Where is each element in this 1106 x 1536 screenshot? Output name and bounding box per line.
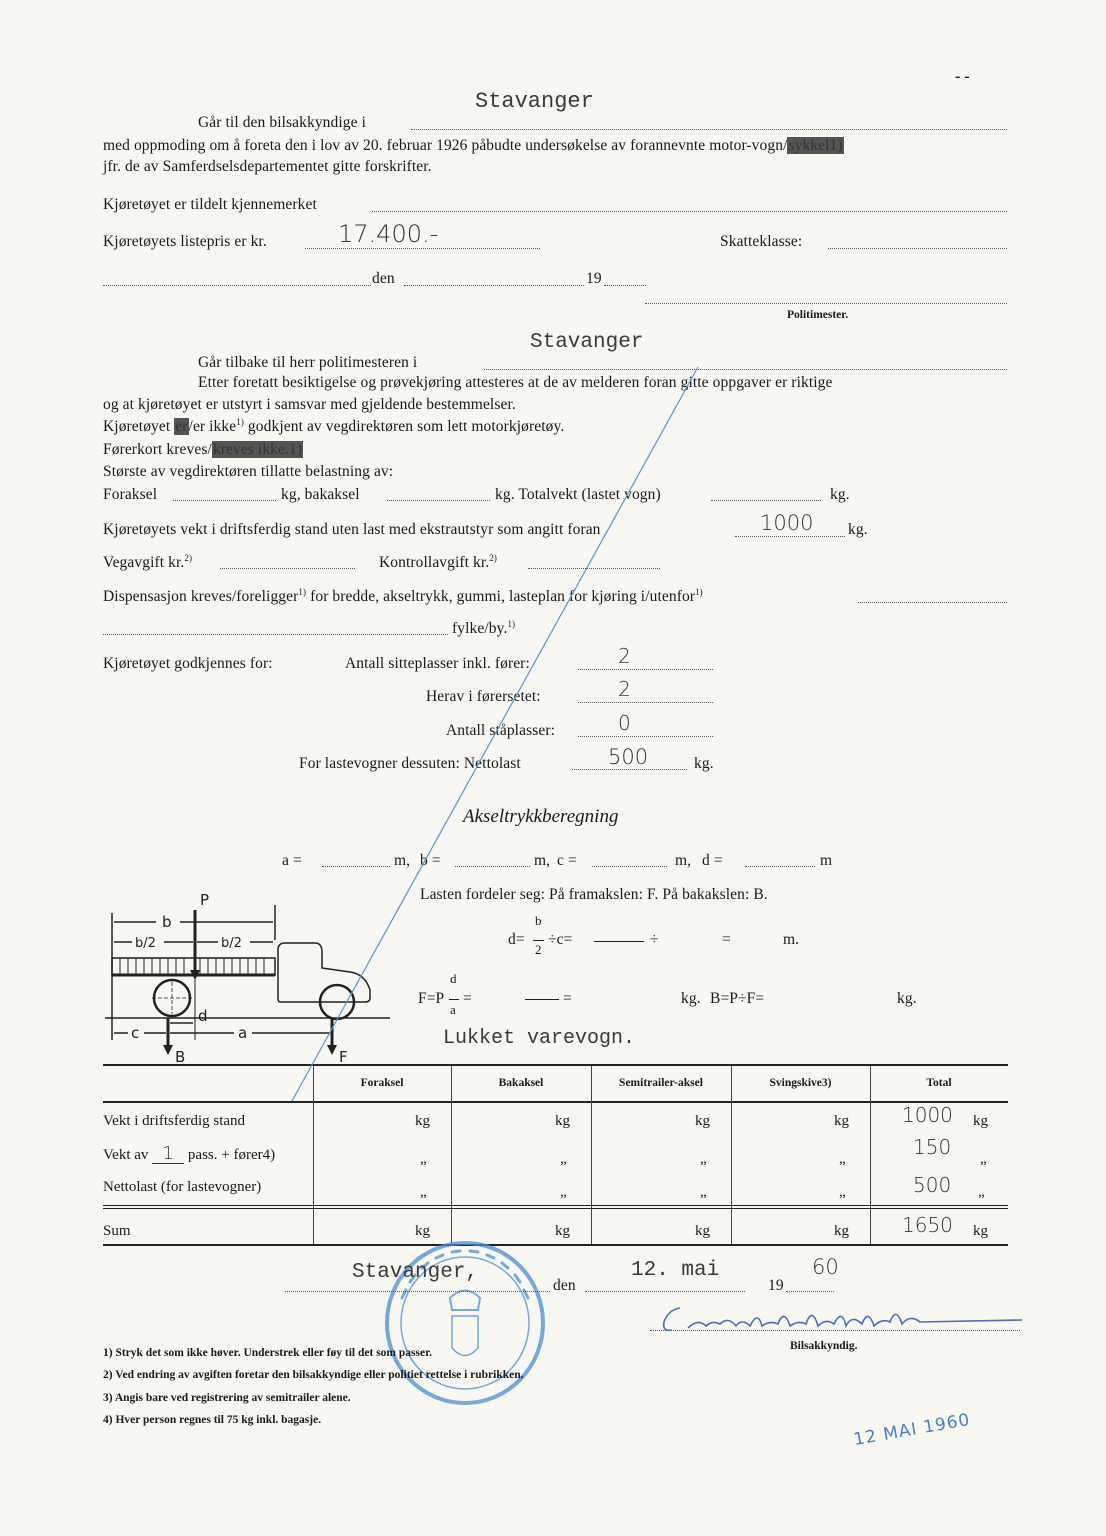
driver-seat-value[interactable]: 2 xyxy=(618,677,631,701)
formula-d-eq: = xyxy=(722,931,731,948)
formula-d-denominator: 2 xyxy=(535,942,542,957)
request-line: med oppmoding om å foreta den i lov av 20. februar 1926 påbudte undersøkelse av forannevnte motor-vogn/sykkel1) xyxy=(103,137,843,154)
list-price-value[interactable]: 17.400.- xyxy=(338,220,439,248)
max-load-label: Største av vegdirektøren tillatte belastning av: xyxy=(103,463,394,480)
diagram-label-p: P xyxy=(200,891,210,909)
closing-den-label: den xyxy=(553,1277,576,1294)
cell-unit: „ xyxy=(700,1184,707,1200)
city-field-line xyxy=(411,129,1007,130)
passenger-count-value[interactable]: 1 xyxy=(152,1145,184,1164)
attest-line-1: Etter foretatt besiktigelse og prøvekjøring attesteres at de av melderen foran gitte oppgaver er riktige xyxy=(198,374,833,391)
list-price-label: Kjøretøyets listepris er kr. xyxy=(103,233,267,250)
closing-place-value[interactable]: Stavanger, xyxy=(352,1261,479,1284)
city-field-value[interactable]: Stavanger xyxy=(475,89,594,114)
approval-line: Kjøretøyet er/er ikke$^{1)}$ godkjent av vegdirektøren som lett motorkjøretøy. xyxy=(103,416,565,435)
closing-year-prefix: 19 xyxy=(768,1277,784,1294)
diagram-label-b-half-1: b/2 xyxy=(135,936,156,951)
own-weight-label: Kjøretøyets vekt i driftsferdig stand uten last med ekstrautstyr som angitt foran xyxy=(103,521,601,538)
row-total-value[interactable]: 1000 xyxy=(902,1103,953,1127)
formula-d-rest: ÷c= xyxy=(548,931,573,948)
date-field[interactable] xyxy=(404,285,584,286)
dim-d-label: d = xyxy=(702,852,723,869)
dim-c-unit: m, xyxy=(675,852,692,869)
row-total-value[interactable]: 500 xyxy=(913,1173,952,1197)
dispensation-label: Dispensasjon kreves/foreligger$^{1)}$ for bredde, akseltrykk, gummi, lasteplan for kjøring i/utenfor$^{1)}$ xyxy=(103,586,703,605)
formula-b: B=P÷F= xyxy=(710,990,765,1007)
own-weight-line xyxy=(735,536,845,537)
dim-d-unit: m xyxy=(820,852,833,869)
net-load-value[interactable]: 500 xyxy=(608,745,649,769)
driver-seat-label: Herav i førersetet: xyxy=(426,688,541,705)
seats-label: Antall sitteplasser inkl. fører: xyxy=(345,655,530,672)
col-header-rear-axle: Bakaksel xyxy=(498,1077,544,1089)
row-total-unit: „ xyxy=(980,1151,987,1167)
tax-class-label: Skatteklasse: xyxy=(720,233,803,250)
dispensation-field[interactable] xyxy=(858,602,1007,603)
formula-b-unit: kg. xyxy=(897,990,917,1007)
footnote-4: 4) Hver person regnes til 75 kg inkl. bagasje. xyxy=(103,1414,322,1426)
dim-a-label: a = xyxy=(282,852,302,869)
cell-unit: kg xyxy=(415,1113,430,1129)
inspector-signature xyxy=(650,1300,1030,1334)
closing-year-line xyxy=(786,1291,834,1292)
cell-unit: „ xyxy=(839,1184,846,1200)
diagram-label-d: d xyxy=(198,1007,208,1025)
plate-field[interactable] xyxy=(372,211,1007,212)
dim-d-field[interactable] xyxy=(745,866,815,867)
dim-c-label: c = xyxy=(557,852,577,869)
cell-unit: kg xyxy=(415,1223,430,1239)
plate-label: Kjøretøyet er tildelt kjennemerket xyxy=(103,196,317,213)
blue-pen-stroke xyxy=(280,365,720,1105)
closing-place-line xyxy=(285,1291,550,1292)
row-total-value[interactable]: 150 xyxy=(913,1135,952,1159)
corner-marks: - - xyxy=(955,68,970,85)
own-weight-unit: kg. xyxy=(848,521,868,538)
col-header-semitrailer: Semitrailer-aksel xyxy=(619,1077,703,1089)
own-weight-value[interactable]: 1000 xyxy=(760,511,814,535)
net-load-label: For lastevogner dessuten: Nettolast xyxy=(299,755,521,772)
formula-f-unit: kg. xyxy=(681,990,701,1007)
formula-d-unit: m. xyxy=(783,931,800,948)
tax-class-field[interactable] xyxy=(828,248,1007,249)
formula-f-denominator: a xyxy=(450,1002,456,1017)
struck-text: sykkel1) xyxy=(788,137,843,154)
front-axle-label: Foraksel xyxy=(103,486,158,503)
cell-unit: „ xyxy=(700,1151,707,1167)
sum-label: Sum xyxy=(103,1223,131,1239)
year-prefix: 19 xyxy=(586,270,602,287)
rear-axle-label: kg, bakaksel xyxy=(281,486,360,503)
sum-total-value[interactable]: 1650 xyxy=(902,1213,953,1237)
sum-total-unit: kg xyxy=(973,1223,988,1239)
cell-unit: „ xyxy=(560,1151,567,1167)
police-title: Politimester. xyxy=(787,309,849,321)
table-bottom-rule xyxy=(103,1244,1008,1246)
approved-for-label: Kjøretøyet godkjennes for: xyxy=(103,655,273,672)
diagram-label-b-axle: B xyxy=(175,1048,186,1065)
diagram-label-c: c xyxy=(131,1024,140,1042)
road-tax-label: Vegavgift kr.$^{2)}$ xyxy=(103,552,193,571)
closing-year-value[interactable]: 60 xyxy=(812,1255,839,1279)
diagram-label-b-half-2: b/2 xyxy=(221,936,242,951)
total-weight-label: kg. Totalvekt (lastet vogn) xyxy=(495,486,661,503)
cell-unit: kg xyxy=(695,1113,710,1129)
axle-calc-title: Akseltrykkberegning xyxy=(463,806,619,827)
cell-unit: „ xyxy=(839,1151,846,1167)
col-divider xyxy=(870,1066,871,1244)
received-date-stamp: 12 MAI 1960 xyxy=(852,1409,972,1451)
row-label: Vekt av 1 pass. + fører4) xyxy=(103,1143,276,1164)
total-weight-unit: kg. xyxy=(830,486,850,503)
dim-a-unit: m, xyxy=(394,852,411,869)
footnote-3: 3) Angis bare ved registrering av semitrailer alene. xyxy=(103,1392,351,1404)
cell-unit: „ xyxy=(420,1184,427,1200)
cell-unit: kg xyxy=(834,1223,849,1239)
cell-unit: „ xyxy=(560,1184,567,1200)
cell-unit: kg xyxy=(834,1113,849,1129)
vehicle-type-value[interactable]: Lukket varevogn. xyxy=(443,1027,636,1050)
dim-b-unit: m, xyxy=(534,852,551,869)
cell-unit: kg xyxy=(555,1113,570,1129)
formula-d: d= xyxy=(508,931,525,948)
cell-unit: kg xyxy=(555,1223,570,1239)
year-field[interactable] xyxy=(604,285,646,286)
formula-f-numerator: d xyxy=(450,971,457,986)
total-weight-field[interactable] xyxy=(711,500,821,501)
place-field[interactable] xyxy=(103,285,371,286)
return-city-value[interactable]: Stavanger xyxy=(530,331,644,354)
col-divider xyxy=(731,1066,732,1244)
col-header-front-axle: Foraksel xyxy=(360,1077,404,1089)
license-line: Førerkort kreves/kreves ikke.1) xyxy=(103,441,303,458)
cell-unit: „ xyxy=(420,1151,427,1167)
return-label: Går tilbake til herr politimesteren i xyxy=(198,354,418,371)
col-header-turntable: Svingskive3) xyxy=(769,1077,832,1089)
struck-license: kreves ikke.1) xyxy=(212,441,303,458)
county-label: fylke/by.$^{1)}$ xyxy=(452,618,516,637)
footnote-1: 1) Stryk det som ikke høver. Understrek eller føy til det som passer. xyxy=(103,1347,433,1359)
closing-date-line xyxy=(585,1291,745,1292)
row-total-unit: kg xyxy=(973,1113,988,1129)
net-load-unit: kg. xyxy=(694,755,714,772)
inspector-title: Bilsakkyndig. xyxy=(790,1340,858,1352)
formula-d-numerator: b xyxy=(535,913,542,928)
police-signature-line[interactable] xyxy=(645,303,1007,304)
goes-to-label: Går til den bilsakkyndige i xyxy=(198,114,367,131)
formula-f: F=P xyxy=(418,990,445,1007)
load-distribution-text: Lasten fordeler seg: På framakslen: F. På bakakslen: B. xyxy=(420,886,768,903)
date-den-label: den xyxy=(372,270,395,287)
dim-b-label: b = xyxy=(420,852,441,869)
footnote-2: 2) Ved endring av avgiften foretar den bilsakkyndige eller politiet rettelse i rubrikken. xyxy=(103,1369,524,1381)
col-header-total: Total xyxy=(926,1077,952,1089)
diagram-label-a: a xyxy=(238,1024,248,1042)
row-label: Vekt i driftsferdig stand xyxy=(103,1113,246,1129)
formula-d-div: ÷ xyxy=(650,931,659,948)
diagram-label-b: b xyxy=(162,913,172,931)
row-total-unit: „ xyxy=(978,1184,985,1200)
row-label: Nettolast (for lastevogner) xyxy=(103,1179,262,1195)
formula-f-eq2: = xyxy=(563,990,572,1007)
closing-date-value[interactable]: 12. mai xyxy=(631,1259,720,1282)
attest-line-2: og at kjøretøyet er utstyrt i samsvar med gjeldende bestemmelser. xyxy=(103,396,516,413)
formula-f-eq: = xyxy=(463,990,472,1007)
seats-value[interactable]: 2 xyxy=(618,644,631,668)
diagram-label-f-axle: F xyxy=(339,1048,348,1065)
front-axle-field[interactable] xyxy=(173,500,276,501)
list-price-line xyxy=(305,248,540,249)
cell-unit: kg xyxy=(695,1223,710,1239)
struck-er: er xyxy=(175,418,188,435)
control-fee-label: Kontrollavgift kr.$^{2)}$ xyxy=(379,552,497,571)
standing-value[interactable]: 0 xyxy=(618,711,631,735)
table-sum-rule xyxy=(103,1205,1008,1209)
standing-label: Antall ståplasser: xyxy=(446,722,555,739)
regulations-line: jfr. de av Samferdselsdepartementet gitte forskrifter. xyxy=(103,158,432,175)
